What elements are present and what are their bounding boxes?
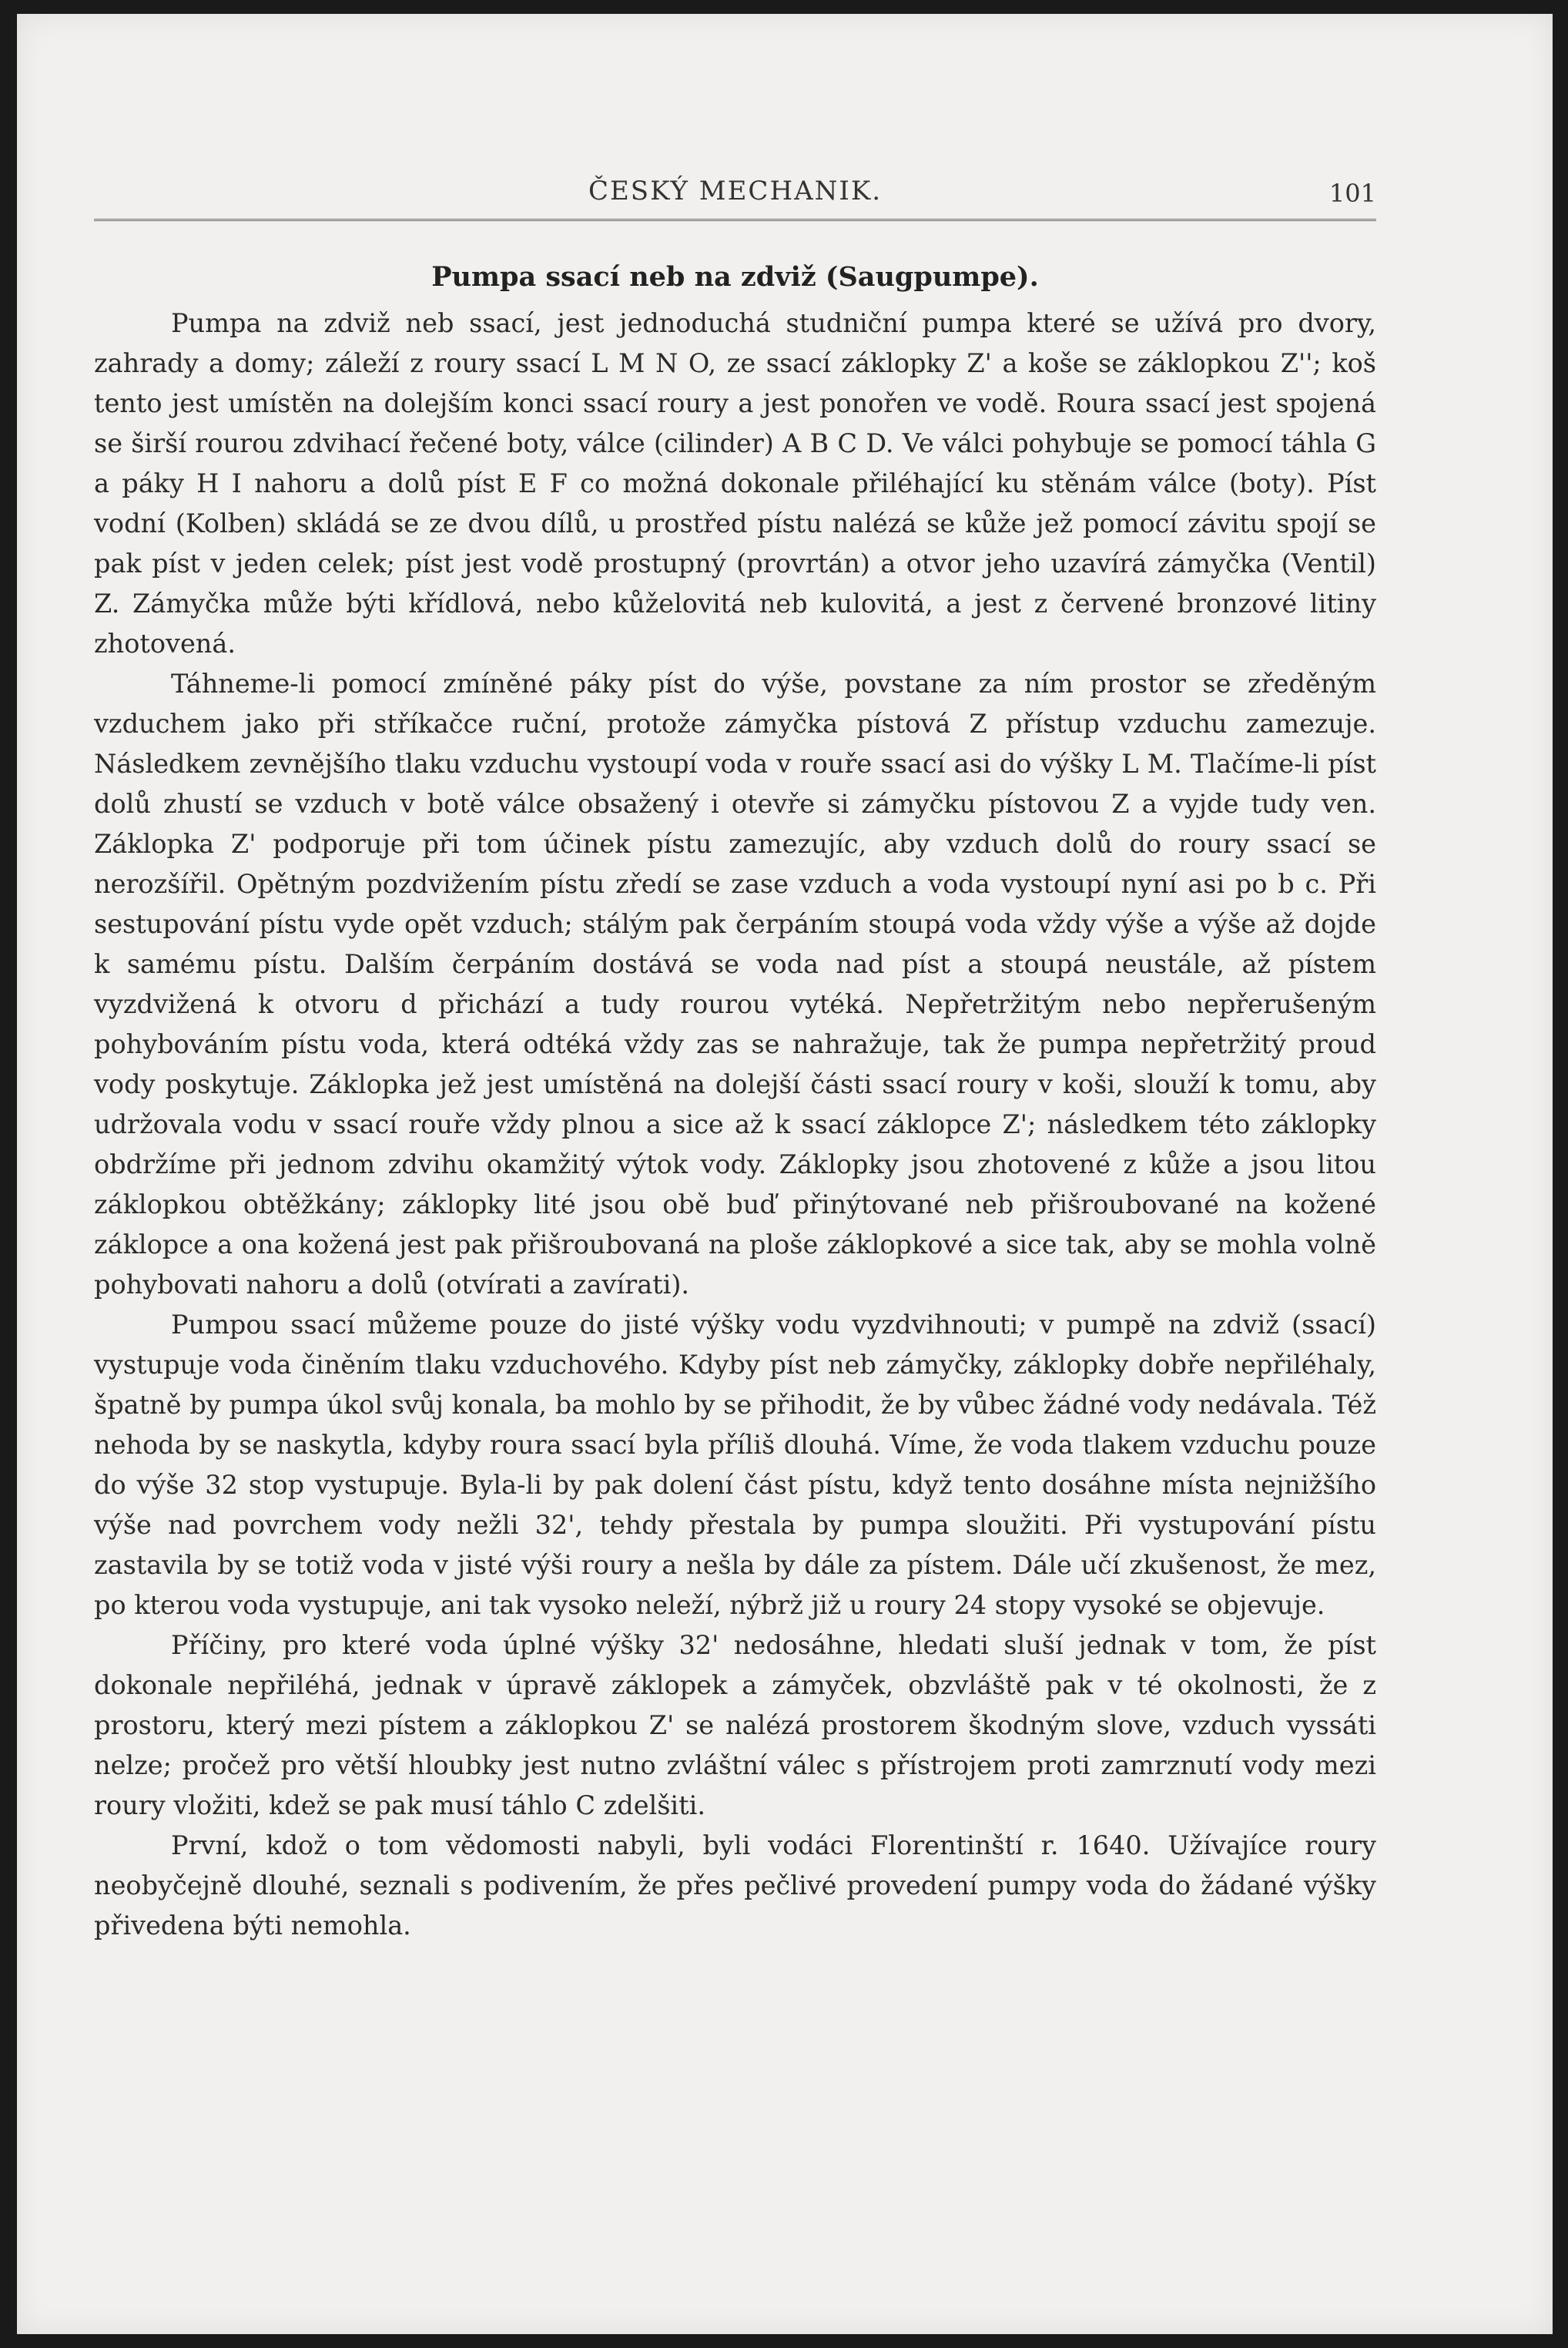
paragraph-4: Příčiny, pro které voda úplné výšky 32' nedosáhne, hledati sluší jednak v tom, že píst dokonale nepřiléhá, jednak v úpravě záklopek a zámyček, obzvláště pak v té okolnosti, že z prostoru, který mezi pístem a záklopkou Z' se nalézá prostorem škodným slove, vzduch vyssáti nelze; pročež pro větší hloubky jest nutno zvláštní válec s přístrojem proti zamrznutí vody mezi roury vložiti, kdež se pak musí táhlo C zdelšiti. <box>94 1630 1376 1820</box>
paragraph-2: Táhneme-li pomocí zmíněné páky píst do výše, povstane za ním prostor se zředěným vzduchem jako při stříkačce ruční, protože zámyčka pístová Z přístup vzduchu zamezuje. Následkem zevnějšího tlaku vzduchu vystoupí voda v rouře ssací asi do výšky L M. Tlačíme-li píst dolů zhustí se vzduch v botě válce obsažený i otevře si zámyčku pístovou Z a vyjde tudy ven. Záklopka Z' podporuje při tom účinek pístu zamezujíc, aby vzduch dolů do roury ssací se nerozšířil. Opětným pozdvižením pístu zředí se zase vzduch a voda vystoupí nyní asi po b c. Při sestupování pístu vyde opět vzduch; stálým pak čerpáním stoupá voda vždy výše a výše až dojde k samému pístu. Dalším čerpáním dostává se voda nad píst a stoupá neustále, až pístem vyzdvižená k otvoru d přichází a tudy rourou vytéká. Nepřetržitým nebo nepřerušeným pohybováním pístu voda, která odtéká vždy zas se nahražuje, tak že pumpa nepřetržitý proud vody poskytuje. Záklopka jež jest umístěná na dolejší části ssací roury v koši, slouží k tomu, aby udržovala vodu v ssací rouře vždy plnou a sice až k ssací záklopce Z'; následkem této záklopky obdržíme při jednom zdvihu okamžitý výtok vody. Záklopky jsou zhotovené z kůže a jsou litou záklopkou obtěžkány; záklopky lité jsou obě buď přinýtované neb přišroubované na kožené záklopce a ona kožená jest pak přišroubovaná na ploše záklopkové a sice tak, aby se mohla volně pohybovati nahoru a dolů (otvírati a zavírati). <box>94 669 1376 1300</box>
paragraph-5: První, kdož o tom vědomosti nabyli, byli vodáci Florentinští r. 1640. Užívajíce roury neobyčejně dlouhé, seznali s podivením, že přes pečlivé provedení pumpy voda do žádané výšky přivedena býti nemohla. <box>94 1830 1376 1940</box>
running-title: ČESKÝ MECHANIK. <box>588 176 883 206</box>
page-content <box>94 176 1376 1946</box>
page-number: 101 <box>1328 179 1376 208</box>
paragraph-3: Pumpou ssací můžeme pouze do jisté výšky vodu vyzdvihnouti; v pumpě na zdviž (ssací) vystupuje voda činěním tlaku vzduchového. Kdyby píst neb zámyčky, záklopky dobře nepřiléhaly, špatně by pumpa úkol svůj konala, ba mohlo by se přihodit, že by vůbec žádné vody nedávala. Též nehoda by se naskytla, kdyby roura ssací byla příliš dlouhá. Víme, že voda tlakem vzduchu pouze do výše 32 stop vystupuje. Byla-li by pak dolení část pístu, když tento dosáhne místa nejnižšího výše nad povrchem vody nežli 32', tehdy přestala by pumpa sloužiti. Při vystupování pístu zastavila by se totiž voda v jisté výši roury a nešla by dále za pístem. Dále učí zkušenost, že mez, po kterou voda vystupuje, ani tak vysoko neleží, nýbrž již u roury 24 stopy vysoké se objevuje. <box>94 1310 1376 1620</box>
book-page <box>17 14 1553 2334</box>
paragraph-1: Pumpa na zdviž neb ssací, jest jednoduchá studniční pumpa které se užívá pro dvory, zahrady a domy; záleží z roury ssací L M N O, ze ssací záklopky Z' a koše se záklopkou Z''; koš tento jest umístěn na dolejším konci ssací roury a jest ponořen ve vodě. Roura ssací jest spojená se širší rourou zdvihací řečené boty, válce (cilinder) A B C D. Ve válci pohybuje se pomocí táhla G a páky H I nahoru a dolů píst E F co možná dokonale přiléhající ku stěnám válce (boty). Píst vodní (Kolben) skládá se ze dvou dílů, u prostřed pístu nalézá se kůže jež pomocí závitu spojí se pak píst v jeden celek; píst jest vodě prostupný (provrtán) a otvor jeho uzavírá zámyčka (Ventil) Z. Zámyčka může býti křídlová, nebo kůželovitá neb kulovitá, a jest z červené bronzové litiny zhotovená. <box>94 308 1376 659</box>
page-header <box>94 176 1376 221</box>
section-heading: Pumpa ssací neb na zdviž (Saugpumpe). <box>431 261 1039 293</box>
